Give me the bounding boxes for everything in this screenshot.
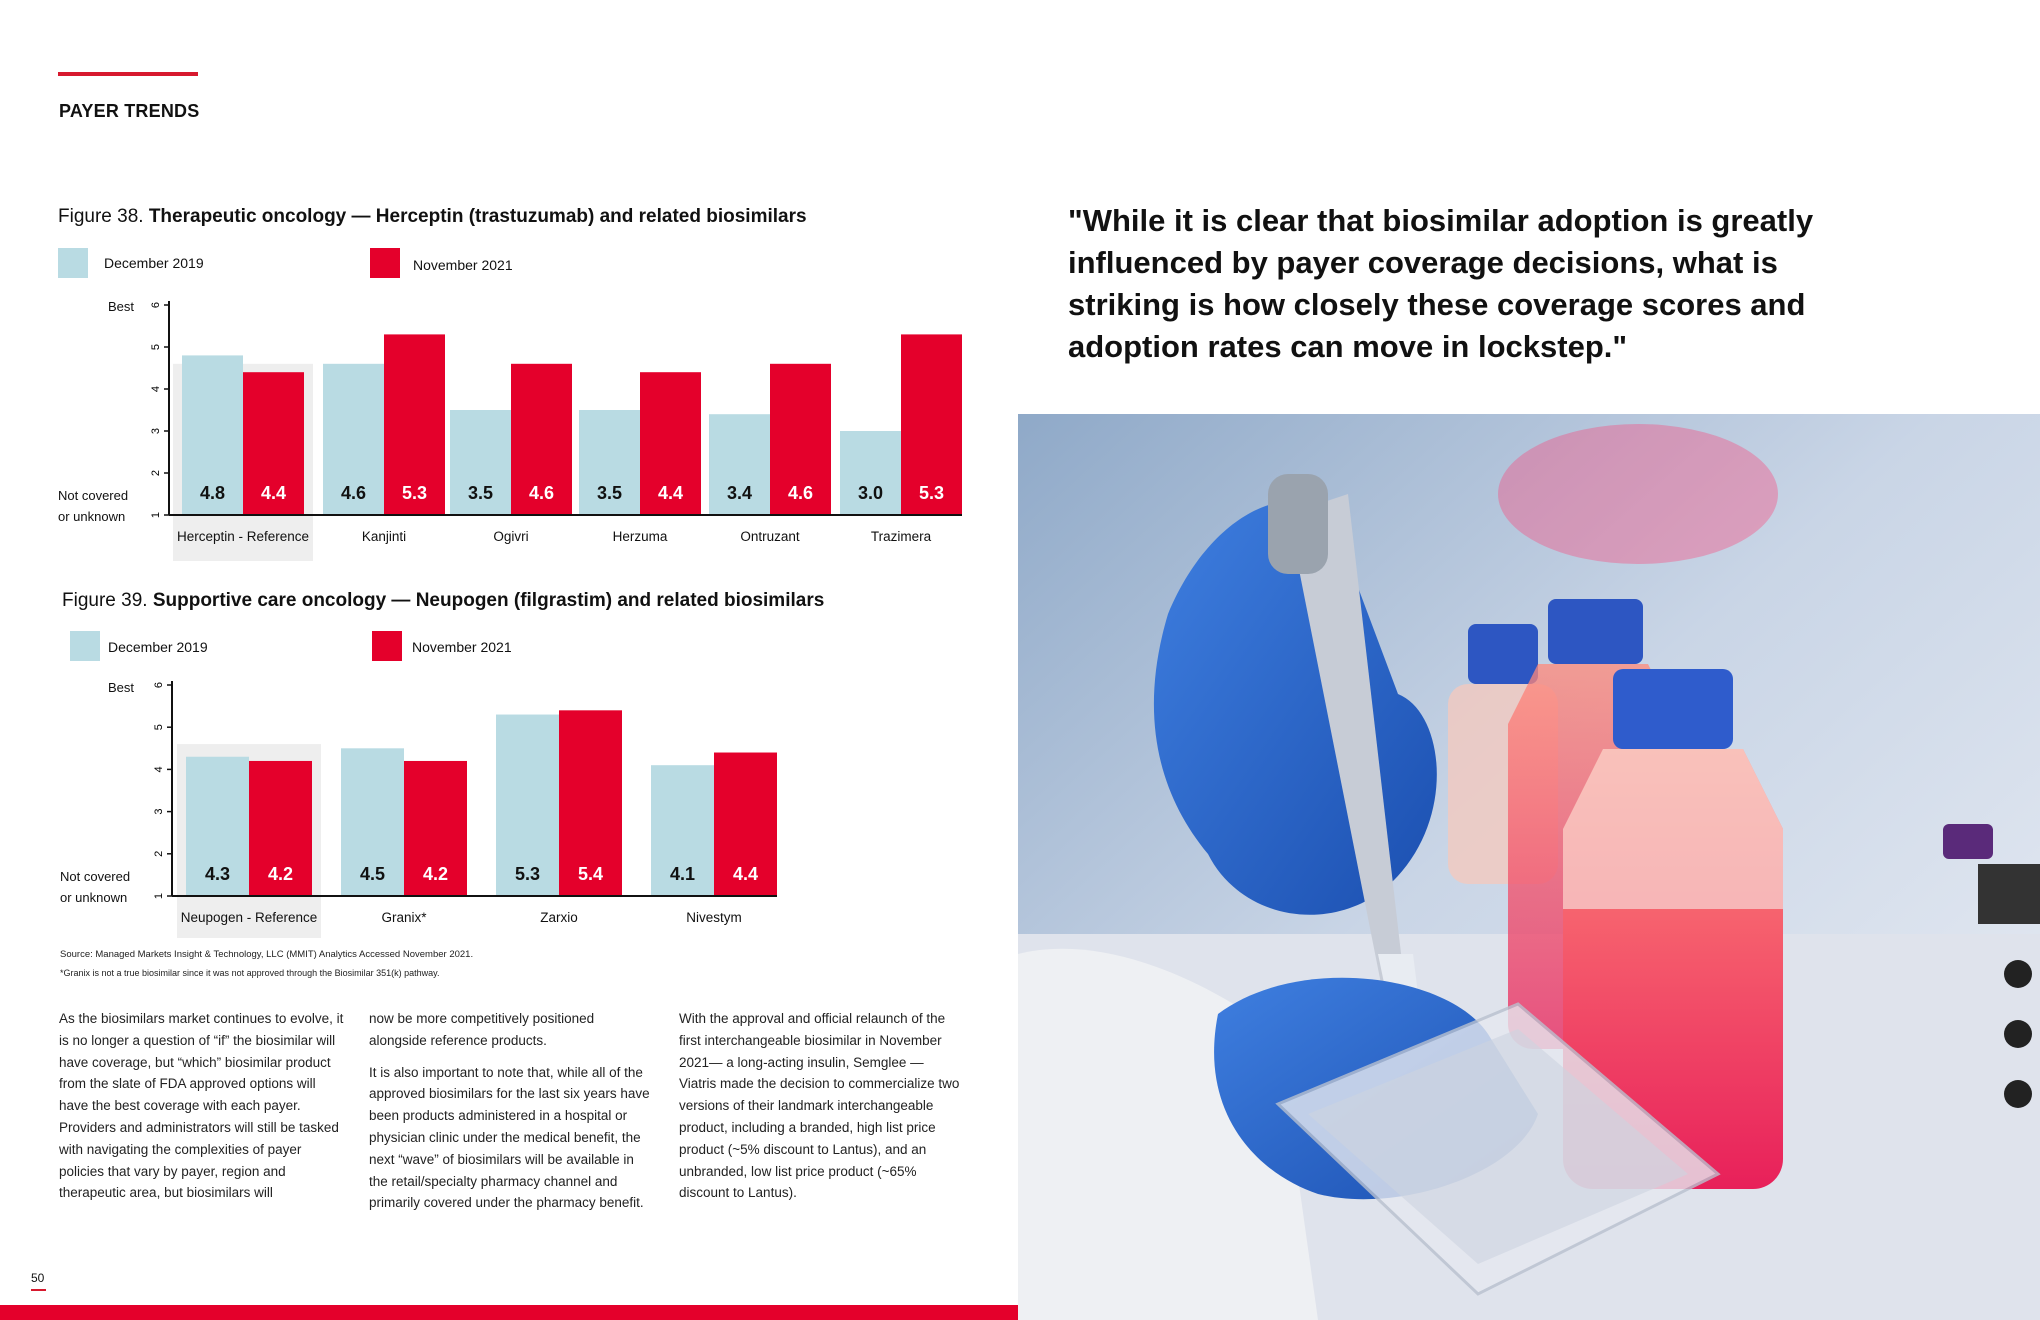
body-column-3 (679, 1008, 964, 1214)
figure-38-caption: Therapeutic oncology — Herceptin (trastuzumab) and related biosimilars (148, 206, 807, 227)
y-notcovered-line1: Not covered (58, 488, 129, 503)
category-label: Ontruzant (740, 529, 800, 544)
y-tick-label: 5 (152, 724, 165, 731)
category-label: Nivestym (686, 910, 742, 925)
bar-value-label: 4.3 (204, 864, 231, 884)
category-label: Herzuma (612, 529, 668, 544)
bar-value-label: 5.3 (401, 483, 428, 503)
y-tick-label: 6 (149, 301, 162, 309)
body-paragraph: As the biosimilars market continues to evolve, it is no longer a question of “if” the biosimilar will have coverage, but “which” biosimilar product from the slate of FDA approved options will have the best coverage with each payer. Providers and administrators will still be tasked with navigating the complexities of payer policies that vary by payer, region and therapeutic area, but biosimilars will (59, 1011, 344, 1201)
y-tick-label: 2 (152, 850, 165, 857)
lab-photo (1018, 414, 2040, 1320)
legend-label-dec2019: December 2019 (104, 255, 204, 271)
bar-value-label: 4.6 (340, 483, 367, 503)
section-rule (58, 72, 198, 76)
bar-value-label: 4.4 (732, 864, 759, 884)
legend-label-dec2019: December 2019 (108, 639, 208, 655)
section-title: PAYER TRENDS (59, 101, 200, 121)
category-label: Herceptin - Reference (176, 529, 310, 544)
figure-39-chart (140, 670, 800, 940)
y-best-label: Best (108, 680, 135, 695)
y-tick-label: 6 (152, 681, 165, 689)
category-label: Trazimera (870, 529, 932, 544)
y-tick-label: 3 (149, 427, 162, 435)
legend-swatch-nov2021 (370, 248, 400, 278)
bar-value-label: 4.1 (669, 864, 696, 884)
figure-39-number: Figure 39. (62, 590, 148, 611)
figure-39-caption: Supportive care oncology — Neupogen (filgrastim) and related biosimilars (152, 590, 825, 611)
bar-value-label: 4.8 (199, 483, 226, 503)
y-tick-label: 1 (149, 511, 162, 519)
bar-value-label: 4.4 (260, 483, 287, 503)
y-tick-label: 5 (149, 343, 162, 351)
y-tick-label: 4 (149, 385, 162, 393)
category-label: Ogivri (493, 529, 529, 544)
legend-swatch-nov2021 (372, 631, 402, 661)
bar-value-label: 3.5 (596, 483, 623, 503)
y-best-label: Best (108, 299, 135, 314)
bar-value-label: 3.5 (467, 483, 494, 503)
y-tick-label: 3 (152, 808, 165, 815)
body-column-1 (59, 1008, 344, 1214)
y-tick-label: 2 (149, 469, 162, 477)
pull-quote: "While it is clear that biosimilar adoption is greatly influenced by payer coverage decisions, what is striking is how closely these coverage scores and adoption rates can move in lockstep." (1068, 203, 1814, 364)
legend-label-nov2021: November 2021 (413, 257, 513, 273)
bar-value-label: 4.2 (267, 864, 294, 884)
y-tick-label: 1 (152, 892, 165, 900)
bar-value-label: 3.4 (726, 483, 753, 503)
bar-value-label: 4.6 (528, 483, 555, 503)
bar-value-label: 5.3 (514, 864, 541, 884)
y-tick-label: 4 (152, 766, 165, 773)
source-note: Source: Managed Markets Insight & Technology, LLC (MMIT) Analytics Accessed November 2021. (60, 949, 474, 960)
bottom-bar (0, 1305, 1018, 1320)
page-number-underline (31, 1289, 46, 1291)
figure-38-title (58, 206, 807, 228)
body-column-2 (369, 1008, 654, 1224)
page-number: 50 (31, 1271, 45, 1285)
category-label: Granix* (381, 910, 427, 925)
figure-38-number: Figure 38. (58, 206, 144, 227)
y-notcovered-line2: or unknown (60, 890, 128, 905)
category-label: Zarxio (540, 910, 578, 925)
body-paragraph: now be more competitively positioned alongside reference products. (369, 1011, 595, 1048)
legend-label-nov2021: November 2021 (412, 639, 512, 655)
legend-swatch-dec2019 (70, 631, 100, 661)
legend-swatch-dec2019 (58, 248, 88, 278)
bar-value-label: 4.4 (657, 483, 684, 503)
figure-39-title (62, 590, 824, 612)
body-paragraph: It is also important to note that, while all of the approved biosimilars for the last six years have been products administered in a hospital or physician clinic under the medical benefit, the next “wave” of biosimilars will be available in the retail/specialty pharmacy channel and primarily covered under the pharmacy benefit. (369, 1064, 650, 1211)
bar-value-label: 4.6 (787, 483, 814, 503)
bar-value-label: 4.2 (422, 864, 449, 884)
bar-value-label: 4.5 (359, 864, 386, 884)
figure-38-chart (140, 290, 980, 570)
footnote: *Granix is not a true biosimilar since it was not approved through the Biosimilar 351(k) pathway. (60, 968, 440, 978)
y-notcovered-line1: Not covered (60, 869, 131, 884)
lab-photo-illustration (1018, 414, 2040, 1320)
y-notcovered-label (58, 485, 128, 527)
category-label: Neupogen - Reference (180, 910, 318, 925)
body-paragraph: With the approval and official relaunch of the first interchangeable biosimilar in November 2021— a long-acting insulin, Semglee — Viatris made the decision to commercialize two versions of their landmark interchangeable product, including a branded, high list price product (~5% discount to Lantus), and an unbranded, low list price product (~65% discount to Lantus). (679, 1011, 960, 1201)
bar-value-label: 5.4 (577, 864, 604, 884)
bar-value-label: 3.0 (857, 483, 884, 503)
y-notcovered-label (60, 866, 130, 908)
y-notcovered-line2: or unknown (58, 509, 126, 524)
bar-value-label: 5.3 (918, 483, 945, 503)
category-label: Kanjinti (361, 529, 407, 544)
